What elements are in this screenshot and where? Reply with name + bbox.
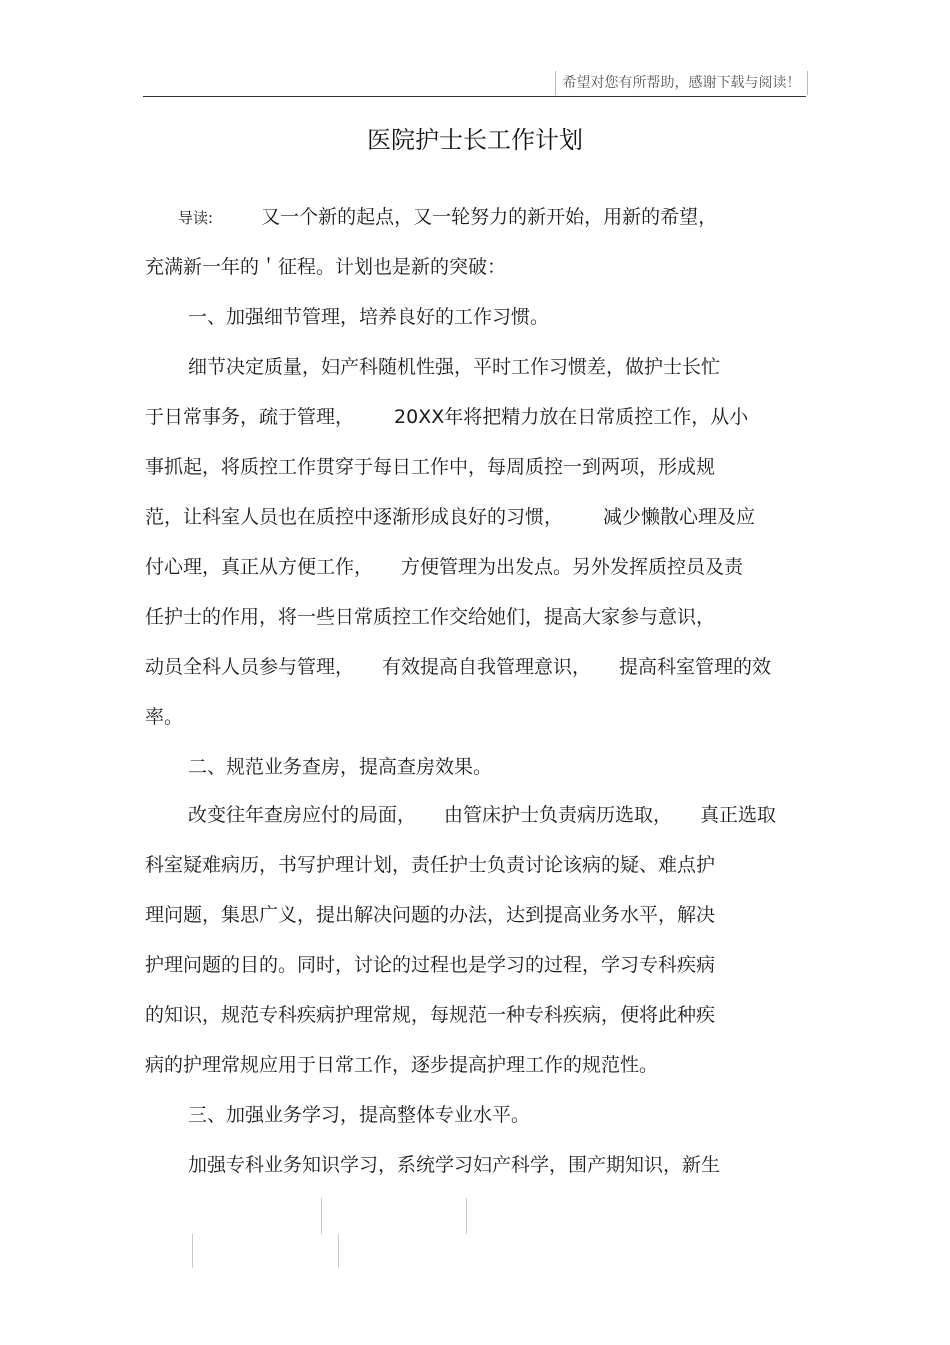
section-heading-3: 三、加强业务学习，提高整体专业水平。 [188,1104,531,1126]
document-title: 医院护士长工作计划 [367,126,583,154]
paragraph-line: 于日常事务，疏于管理， 20XX年将把精力放在日常质控工作，从小 [145,406,749,428]
section-heading-1: 一、加强细节管理，培养良好的工作习惯。 [188,306,550,328]
paragraph-line: 率。 [145,706,184,728]
paragraph-line: 护理问题的目的。同时，讨论的过程也是学习的过程，学习专科疾病 [145,954,716,976]
scan-mark [466,1198,467,1234]
scan-mark [321,1198,322,1234]
paragraph-line: 动员全科人员参与管理， 有效提高自我管理意识， 提高科室管理的效 [145,656,772,678]
paragraph-line: 细节决定质量，妇产科随机性强，平时工作习惯差，做护士长忙 [188,356,721,378]
paragraph-line: 充满新一年的＇征程。计划也是新的突破： [145,256,507,278]
header-note: 希望对您有所帮助，感谢下载与阅读！ [555,71,808,95]
paragraph-line: 的知识，规范专科疾病护理常规，每规范一种专科疾病，便将此种疾 [145,1004,716,1026]
paragraph-line: 范，让科室人员也在质控中逐渐形成良好的习惯， 减少懒散心理及应 [145,506,756,528]
paragraph-line: 事抓起，将质控工作贯穿于每日工作中，每周质控一到两项，形成规 [145,456,716,478]
paragraph-line: 任护士的作用，将一些日常质控工作交给她们，提高大家参与意识， [145,606,716,628]
lead-text: 又一个新的起点，又一轮努力的新开始，用新的希望， [261,206,718,228]
section-heading-2: 二、规范业务查房，提高查房效果。 [188,756,493,778]
paragraph-line: 改变往年查房应付的局面， 由管床护士负责病历选取， 真正选取 [188,804,777,826]
header-rule [143,96,806,97]
lead-label: 导读: [178,209,214,227]
paragraph-line: 理问题，集思广义，提出解决问题的办法，达到提高业务水平，解决 [145,904,716,926]
paragraph-line: 付心理，真正从方便工作， 方便管理为出发点。另外发挥质控员及责 [145,556,744,578]
paragraph-line: 科室疑难病历，书写护理计划，责任护士负责讨论该病的疑、难点护 [145,854,716,876]
lead-line [178,202,717,232]
scan-mark [192,1234,193,1268]
paragraph-line: 加强专科业务知识学习，系统学习妇产科学，围产期知识，新生 [188,1154,721,1176]
paragraph-line: 病的护理常规应用于日常工作，逐步提高护理工作的规范性。 [145,1054,659,1076]
scan-mark [338,1234,339,1268]
